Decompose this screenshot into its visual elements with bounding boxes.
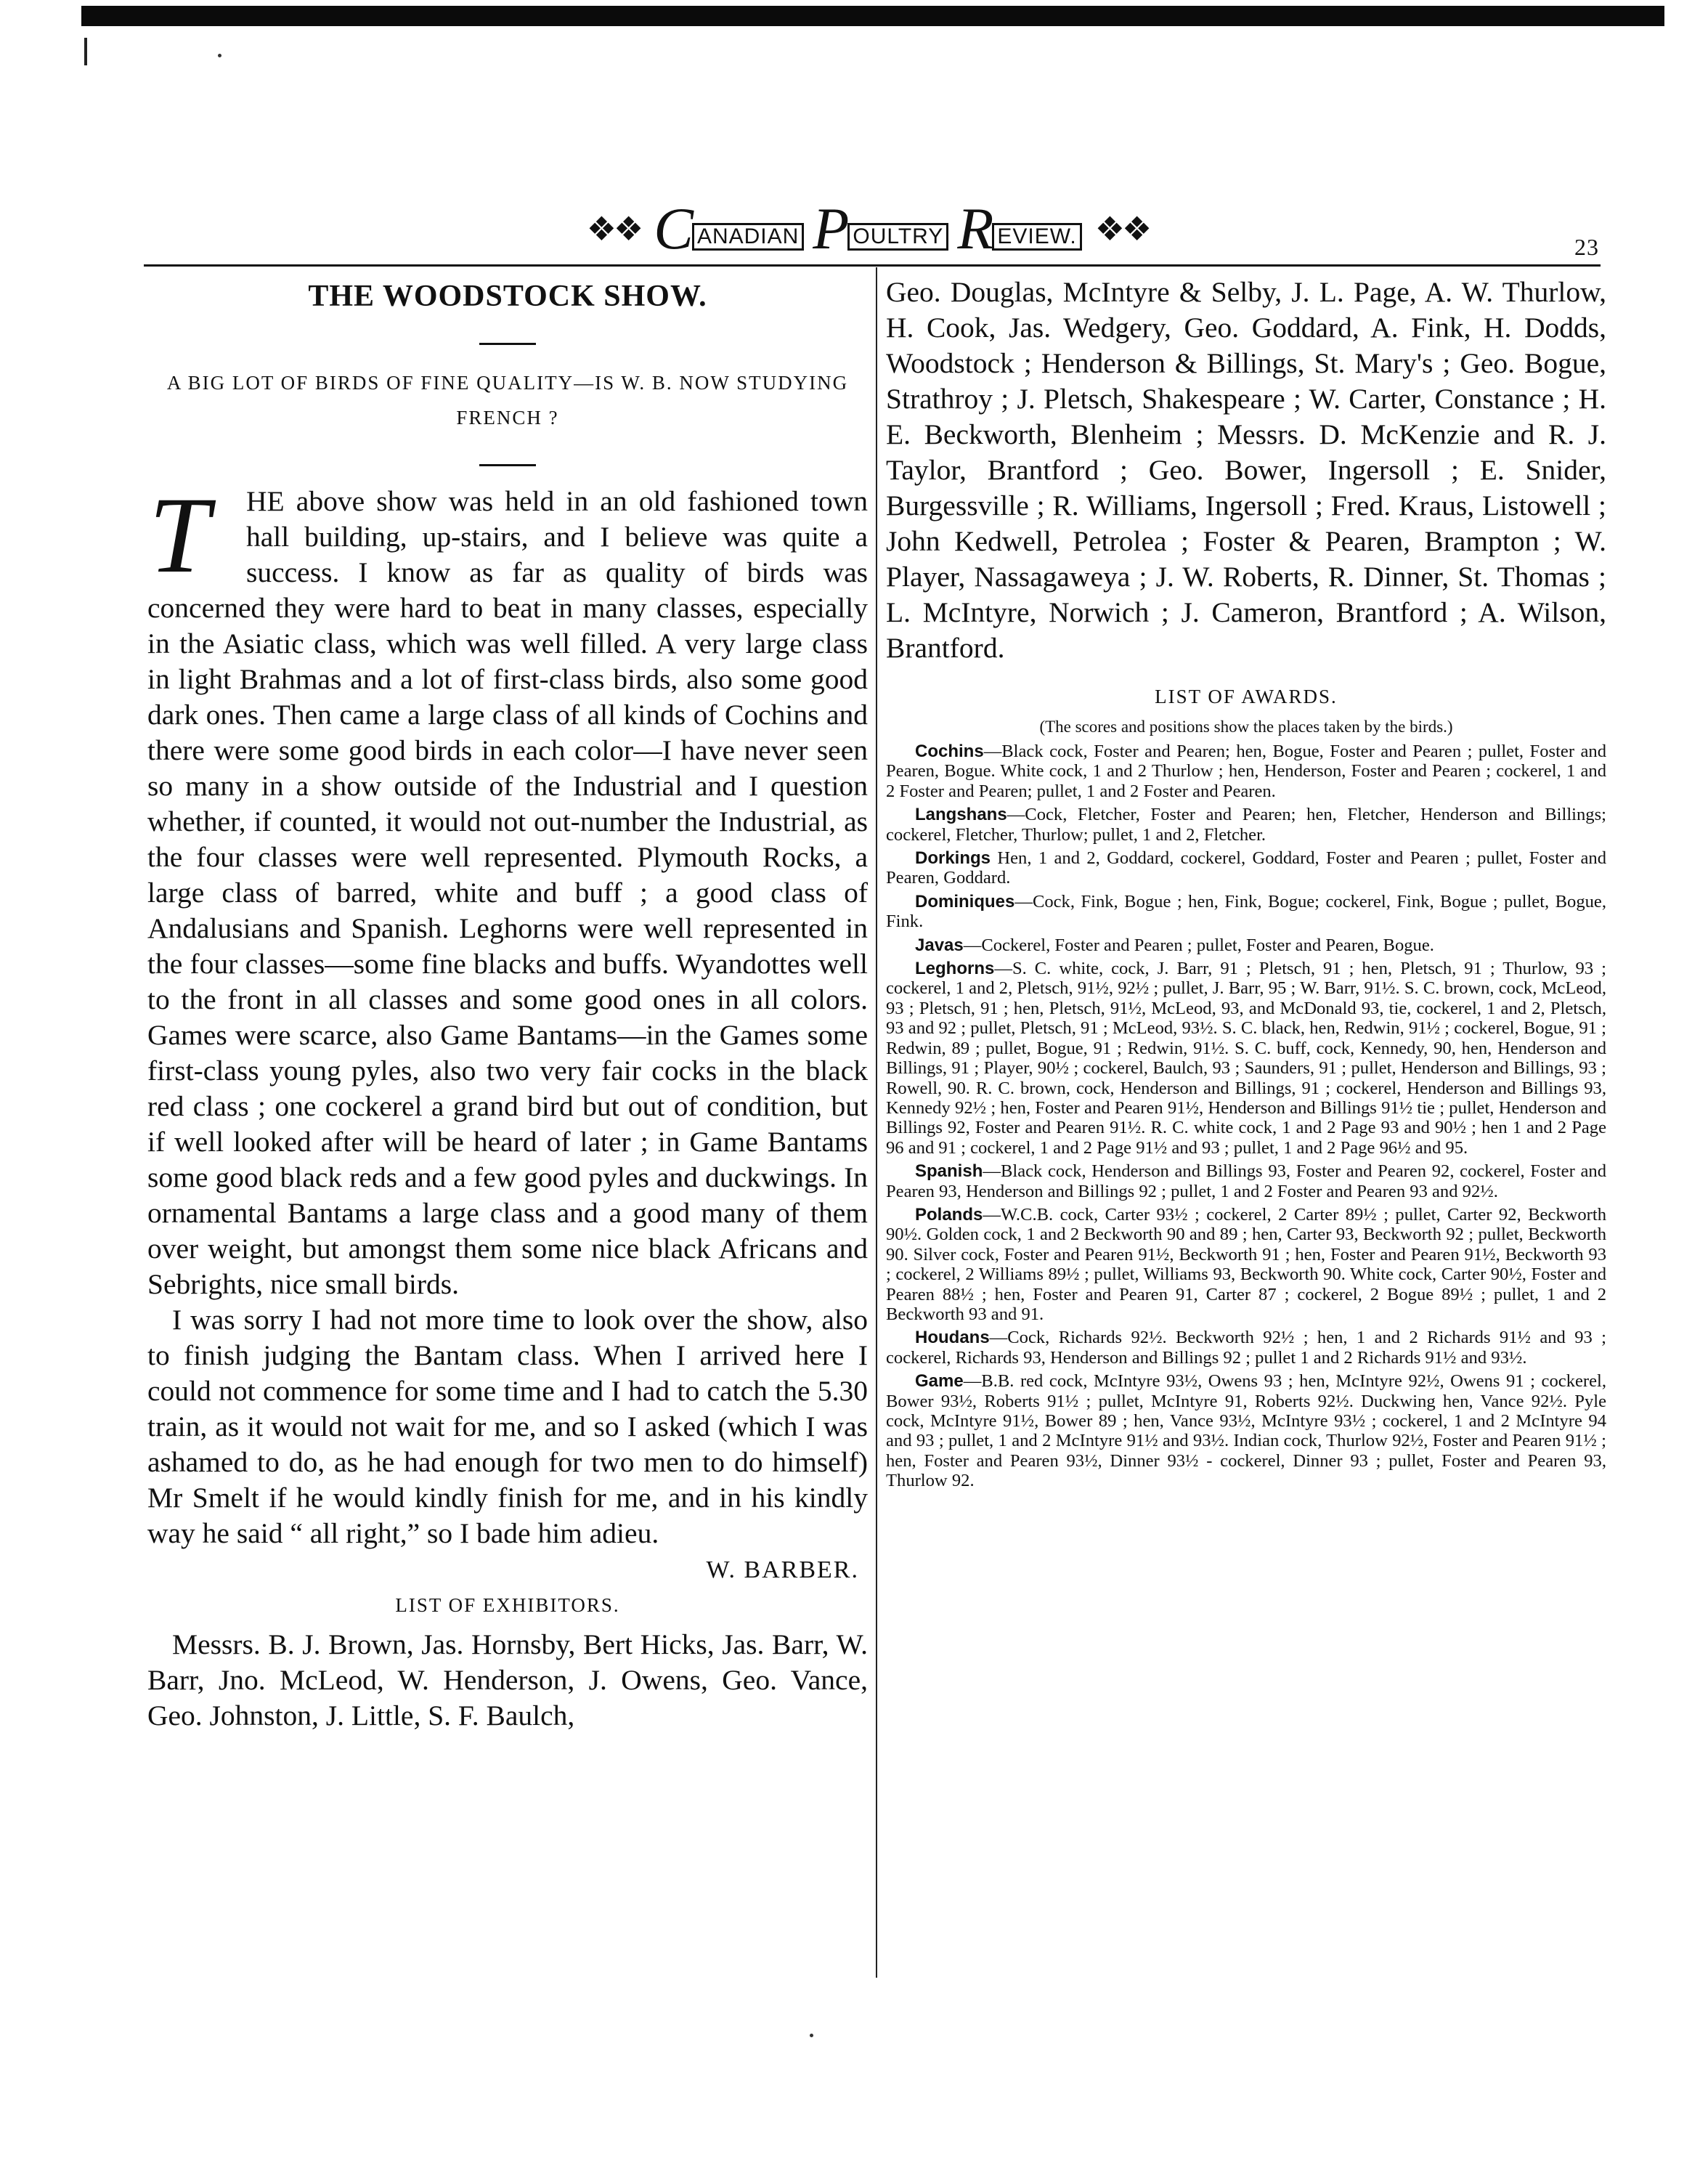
header-rule [144,264,1601,267]
drop-cap: T [149,475,210,596]
award-entry [886,848,1606,888]
award-breed: Cochins [915,742,984,761]
exhibitors-list-continued: Geo. Douglas, McIntyre & Selby, J. L. Page, A. W. Thurlow, H. Cook, Jas. Wedgery, Geo. Goddard, A. Fink, H. Dodds, Woodstock ; Henderson & Billings, St. Mary's ; Geo. Bogue, Strathroy ; J. Pletsch, Shakespeare ; W. Carter, Constance ; H. E. Beckworth, Blenheim ; Messrs. D. McKenzie and R. J. Taylor, Brantford ; Geo. Bower, Ingersoll ; E. Snider, Burgessville ; R. Williams, Ingersoll ; Fred. Kraus, Listowell ; John Kedwell, Petrolea ; Foster & Pearen, Brampton ; W. Player, Nassagaweya ; J. W. Roberts, R. Dinner, St. Thomas ; L. McIntyre, Norwich ; J. Cameron, Brantford ; A. Wilson, Brantford. [886,276,1606,664]
masthead-word [813,195,948,261]
award-entry [886,959,1606,1158]
award-breed: Leghorns [915,959,995,979]
award-text: —W.C.B. cock, Carter 93½ ; cockerel, 2 Carter 89½ ; pullet, Carter 92, Beckworth 90½. Golden cock, 1 and 2 Beckworth 90 and 89 ; hen, Carter 93, Beckworth 92 ; pullet, Beckworth 90. Silver cock, Foster and Pearen 91½, Beckworth 91 ; hen, Foster and Pearen 91½, Beckworth 93 ; cockerel, 2 Williams 89½ ; pullet, Williams 93, Beckworth 90. White cock, Carter 90½, Foster and Pearen 88½ ; hen, Foster and Pearen 91, Carter 87 ; cockerel, 2 Bogue 89½ ; pullet, 1 and 2 Beckworth 93 and 91. [886,1204,1606,1324]
award-breed: Javas [915,935,964,955]
award-text: —Black cock, Foster and Pearen; hen, Bogue, Foster and Pearen ; pullet, Foster and Pearen, Bogue. White cock, 1 and 2 Thurlow ; hen, Henderson, Foster and Pearen ; cockerel, 1 and 2 Foster and Pearen; pullet, 1 and 2 Foster and Pearen. [886,742,1606,801]
ink-speck [810,2034,813,2037]
masthead-title [649,195,1086,261]
masthead-word-rest: ANADIAN [692,223,804,251]
award-text: —B.B. red cock, McIntyre 93½, Owens 93 ; hen, McIntyre 92½, Owens 91 ; cockerel, Bower 93½, Roberts 91½ ; pullet, McIntyre 91, Roberts 92½. Duckwing hen, Vance 92½. Pyle cock, McIntyre 91½, Bower 89 ; hen, Vance 93½, McIntyre 93½ ; cockerel, 1 and 2 McIntyre 94 and 93 ; pullet, 1 and 2 McIntyre 91½ and 93½. Indian cock, Thurlow 92½, Foster and Pearen 91½ ; hen, Foster and Pearen 93½, Dinner 93½ - cockerel, Dinner 93 ; pullet, Foster and Pearen 93, Thurlow 92. [886,1371,1606,1491]
masthead-capital: P [813,195,850,261]
masthead-word [957,195,1081,261]
award-breed: Spanish [915,1161,983,1182]
award-entry [886,805,1606,845]
article-title: THE WOODSTOCK SHOW. [308,280,707,313]
page-number: 23 [1574,234,1599,260]
award-entry [886,1205,1606,1324]
award-breed: Polands [915,1204,983,1225]
award-breed: Langshans [915,805,1007,825]
award-text: —Cock, Fletcher, Foster and Pearen; hen, Fletcher, Henderson and Billings; cockerel, Fletcher, Thurlow; pullet, 1 and 2, Fletcher. [886,805,1606,845]
exhibitors-heading: LIST OF EXHIBITORS. [395,1594,620,1616]
award-breed: Houdans [915,1328,990,1348]
award-entry [886,1161,1606,1201]
masthead-ornament-left: ❖❖ [586,211,641,248]
masthead [581,192,1155,265]
award-text: —Black cock, Henderson and Billings 93, Foster and Pearen 92, cockerel, Foster and Pearen 93, Henderson and Billings 92 ; pullet, 1 and 2 Foster and Pearen 93 and 92½. [886,1161,1606,1201]
award-breed: Dominiques [915,891,1015,911]
paragraph-text: HE above show was held in an old fashioned town hall building, up-stairs, and I believe was quite a success. I know as far as quality of birds was concerned they were hard to beat in many classes, especially in the Asiatic class, which was well filled. A very large class in light Brahmas and a lot of first-class birds, also some good dark ones. Then came a large class of all kinds of Cochins and there were some good birds in each color—I have never seen so many in a show outside of the Industrial and I question whether, if counted, it would not out-number the Industrial, as the four classes were well represented. Plymouth Rocks, a large class of barred, white and buff ; a good class of Andalusians and Spanish. Leghorns were well represented in the four classes—some fine blacks and buffs. Wyandottes well to the front in all classes and some good ones in all colors. Games were scarce, also Game Bantams—in the Games some first-class young pyles, also two very fair cocks in the black red class ; one cockerel a grand bird but out of condition, but if well looked after will be heard of later ; in Game Bantams some good black reds and a few good pyles and duckwings. In ornamental Bantams a large class and a good many of them over weight, but amongst them some nice black Africans and Sebrights, nice small birds. [147,485,868,1300]
article-body [147,475,868,1551]
masthead-capital: R [957,195,994,261]
ink-speck [218,54,221,57]
award-breed: Game [915,1371,964,1392]
masthead-capital: C [654,195,694,261]
awards-heading: LIST OF AWARDS. [1155,686,1338,707]
award-breed: Dorkings [915,848,991,869]
masthead-word-rest: EVIEW. [992,223,1081,251]
award-entry [886,742,1606,801]
award-text: —S. C. white, cock, J. Barr, 91 ; Pletsch, 91 ; hen, Pletsch, 91 ; Thurlow, 93 ; cockerel, 1 and 2, Pletsch, 91½, 92½ ; pullet, J. Barr, 95 ; W. Barr, 91½. S. C. brown, cock, McLeod, 93 ; Pletsch, 91 ; hen, Pletsch, 91½, McLeod, 93, and McDonald 93, tie, cockerel, 1 and 2, Pletsch, 93 and 92 ; pullet, Pletsch, 91 ; McLeod, 93½. S. C. black, hen, Redwin, 91½ ; cockerel, Bogue, 91 ; Redwin, 89 ; pullet, Bogue, 91 ; Redwin, 91½. S. C. buff, cock, Kennedy, 90, hen, Henderson and Billings, 91 ; Player, 90½ ; cockerel, Baulch, 93 ; Saunders, 91 ; pullet, Henderson and Billings, 93 ; Rowell, 90. R. C. brown, cock, Henderson and Billings, 91 ; cockerel, Henderson and Billings 93, Kennedy 92½ ; hen, Foster and Pearen 91½, Henderson and Billings 91½ tie ; pullet, Henderson and Billings 92, Foster and Pearen 91½. R. C. white cock, 1 and 2 Page 93 and 90½ ; hen 1 and 2 Page 96 and 91 ; cockerel, 1 and 2 Page 91½ and 93 ; pullet, 1 and 2 Page 96½ and 95. [886,959,1606,1158]
award-text: —Cockerel, Foster and Pearen ; pullet, Foster and Pearen, Bogue. [963,935,1434,955]
award-entry [886,935,1606,955]
masthead-word [654,195,804,261]
right-column [886,275,1606,1495]
page-edge-mark [84,38,87,65]
article-paragraph: I was sorry I had not more time to look over the show, also to finish judging the Bantam class. When I arrived here I could not commence for some time and I had to catch the 5.30 train, as it would not wait for me, and so I asked (which I was ashamed to do, as he had enough for two men to do himself) Mr Smelt if he would kindly finish for me, and in his kindly way he said “ all right,” so I bade him adieu. [147,1304,868,1549]
exhibitors-list-start: Messrs. B. J. Brown, Jas. Hornsby, Bert Hicks, Jas. Barr, W. Barr, Jno. McLeod, W. Henderson, J. Owens, Geo. Vance, Geo. Johnston, J. Little, S. F. Baulch, [147,1628,868,1731]
award-text: Hen, 1 and 2, Goddard, cockerel, Goddard, Foster and Pearen ; pullet, Foster and Pearen, Goddard. [886,848,1606,888]
award-entry [886,892,1606,932]
award-text: —Cock, Richards 92½. Beckworth 92½ ; hen, 1 and 2 Richards 91½ and 93 ; cockerel, Richards 93, Henderson and Billings 92 ; pullet 1 and 2 Richards 91½ and 93½. [886,1328,1606,1368]
award-entry [886,1371,1606,1490]
masthead-ornament-right: ❖❖ [1094,211,1150,248]
award-entry [886,1328,1606,1368]
column-divider [876,267,877,1978]
masthead-word-rest: OULTRY [847,223,948,251]
awards-note: (The scores and positions show the places taken by the birds.) [1039,718,1453,736]
left-column [147,275,868,1734]
award-text: —Cock, Fink, Bogue ; hen, Fink, Bogue; cockerel, Fink, Bogue ; pullet, Bogue, Fink. [886,891,1606,932]
awards-list [886,742,1606,1491]
article-paragraph [147,475,868,1302]
page-top-border [81,6,1664,26]
article-subtitle: A BIG LOT OF BIRDS OF FINE QUALITY—IS W. B. NOW STUDYING FRENCH ? [166,372,849,429]
author-signature: W. BARBER. [706,1556,859,1583]
